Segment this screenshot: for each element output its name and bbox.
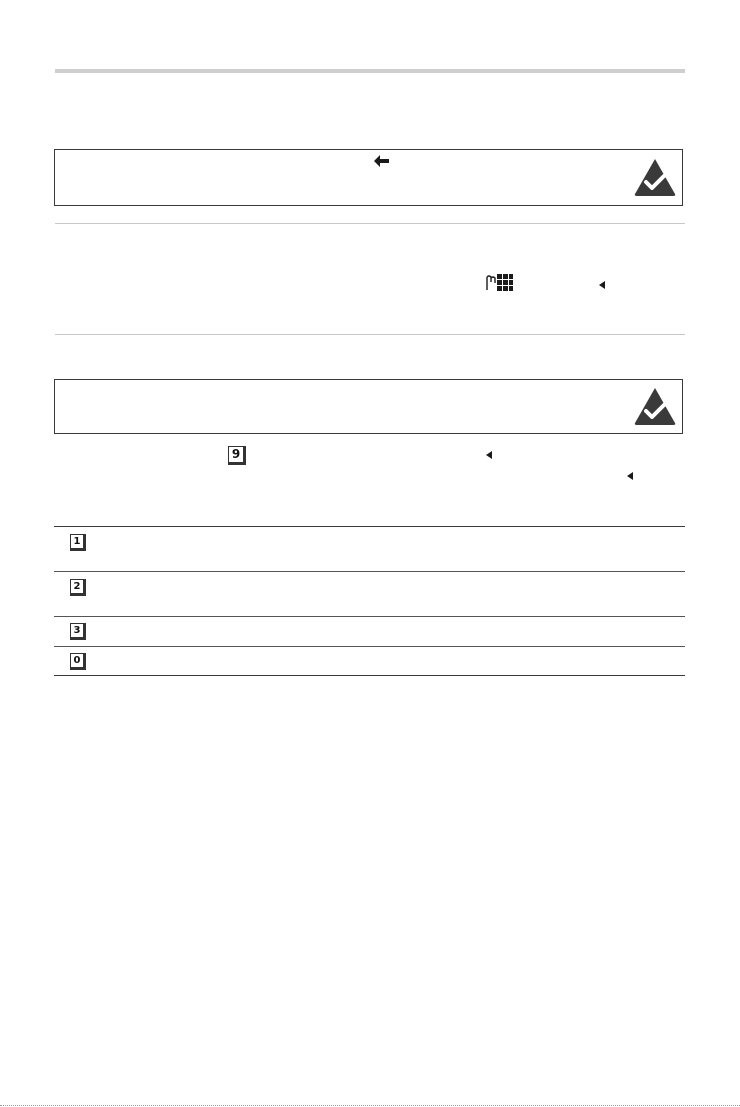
check-triangle-icon — [633, 386, 677, 426]
table-row-divider — [54, 616, 685, 617]
table-row-divider — [54, 646, 685, 647]
section-divider-2 — [55, 334, 685, 335]
triangle-left-icon — [627, 472, 633, 480]
note-box-1 — [54, 149, 683, 206]
triangle-left-icon — [486, 451, 492, 459]
back-arrow-icon — [374, 155, 390, 167]
key-3-icon: 3 — [70, 623, 86, 640]
check-triangle-icon — [633, 157, 677, 197]
section-divider-1 — [55, 223, 685, 224]
table-row-divider — [54, 571, 685, 572]
header-rule — [55, 69, 685, 73]
table-bottom-rule — [54, 675, 685, 676]
triangle-left-icon — [599, 281, 605, 289]
key-2-icon: 2 — [70, 579, 86, 596]
page-bottom-edge — [0, 1105, 740, 1106]
keypad-icon — [481, 273, 517, 292]
note-box-2 — [54, 379, 683, 434]
key-1-icon: 1 — [70, 534, 86, 551]
key-9-icon: 9 — [228, 446, 246, 465]
table-top-rule — [54, 526, 685, 527]
key-0-icon: 0 — [70, 653, 86, 670]
